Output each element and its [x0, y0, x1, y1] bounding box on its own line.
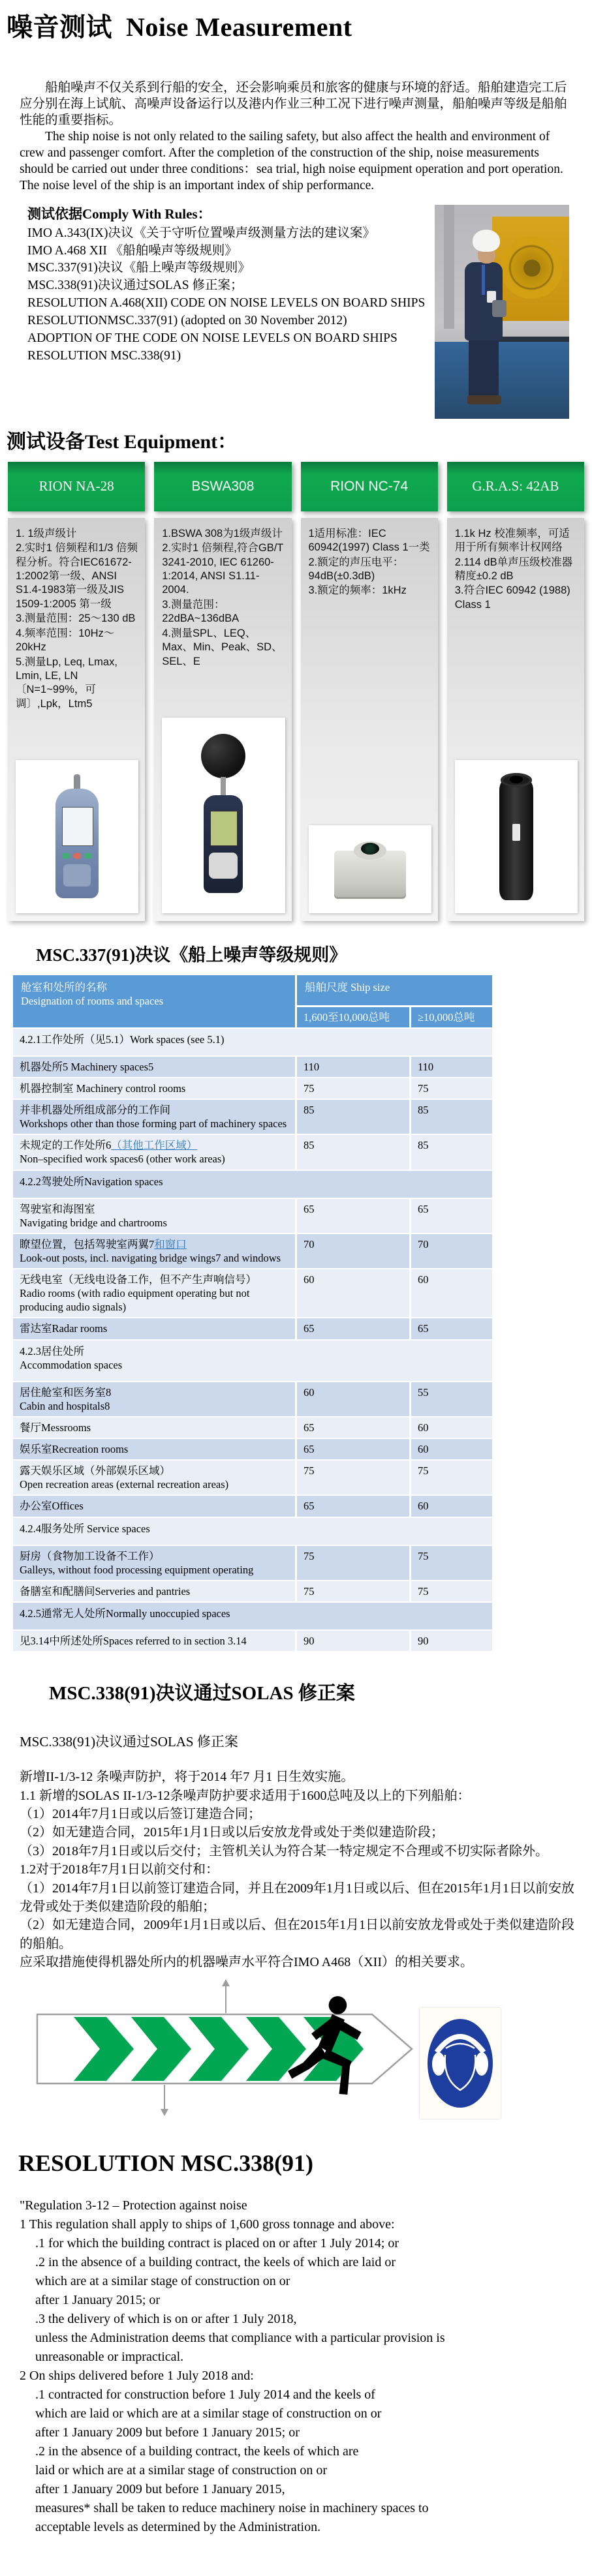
- limit-1600-10000: 90: [297, 1631, 409, 1651]
- spec-line: 4.测量SPL、LEQ、Max、Min、Peak、SD、SEL、E: [162, 627, 283, 667]
- limit-ge-10000: 60: [411, 1269, 492, 1317]
- photo-hub: [523, 260, 540, 277]
- msc338-heading: MSC.338(91)决议通过SOLAS 修正案: [49, 1683, 355, 1705]
- spec-line: 3.符合IEC 60942 (1988) Class 1: [454, 584, 570, 611]
- spec-line: 1.BSWA 308为1级声级计: [162, 527, 283, 539]
- rule-item: MSC.337(91)决议《船上噪声等级规则》: [27, 261, 251, 275]
- pistonphone-image: [455, 760, 578, 913]
- msc338-paragraph-line: 新增II-1/3-12 条噪声防护，将于2014 年7 月1 日生效实施。: [20, 1770, 354, 1785]
- photo-pipe: [444, 205, 454, 329]
- spec-line: 2.114 dB单声压级校准器精度±0.2 dB: [454, 556, 573, 582]
- resolution-line: 2 On ships delivered before 1 July 2018 and:: [20, 2369, 254, 2384]
- spec-line: 3.测量范围：22dBA~136dBA: [162, 598, 240, 625]
- limit-1600-10000: 110: [297, 1057, 409, 1077]
- msc338-paragraph-line: 应采取措施使得机器处所内的机器噪声水平符合IMO A468（XII）的相关要求。: [20, 1955, 473, 1970]
- resolution-line: measures* shall be taken to reduce machinery noise in machinery spaces to: [35, 2501, 429, 2516]
- sound-level-meter-image: [162, 718, 285, 913]
- msc338-paragraph-line: 1.1 新增的SOLAS II-1/3-12条噪声防护要求适用于1600总吨及以上的下列船舶：: [20, 1788, 471, 1803]
- limit-ge-10000: 110: [411, 1057, 492, 1077]
- table-row: [13, 1100, 492, 1134]
- card-specs: [162, 527, 285, 669]
- table-link[interactable]: （其他工作区域）: [111, 1139, 198, 1152]
- equipment-card-rion-nc74: [301, 462, 438, 921]
- limit-1600-10000: 65: [297, 1439, 409, 1459]
- room-cell: 机器控制室 Machinery control rooms: [13, 1078, 295, 1099]
- card-title: G.R.A.S: 42AB: [447, 462, 584, 511]
- limit-ge-10000: 65: [411, 1318, 492, 1339]
- card-body: [447, 518, 584, 921]
- table-row: [13, 1234, 492, 1268]
- rule-item: MSC.338(91)决议通过SOLAS 修正案；: [27, 279, 243, 293]
- ear-protection-icon: [424, 2012, 497, 2115]
- limit-1600-10000: 65: [297, 1318, 409, 1339]
- rule-item: RESOLUTION A.468(XII) CODE ON NOISE LEVELS ON BOARD SHIPS: [27, 296, 426, 311]
- section-label: 4.2.3居住处所 Accommodation spaces: [13, 1341, 492, 1381]
- table-row: [13, 1417, 492, 1438]
- limit-1600-10000: 75: [297, 1078, 409, 1099]
- header-shipsize-group: [297, 975, 492, 1027]
- limit-ge-10000: 75: [411, 1461, 492, 1494]
- limit-1600-10000: 60: [297, 1382, 409, 1416]
- resolution-heading: RESOLUTION MSC.338(91): [18, 2150, 314, 2177]
- card-specs: [455, 527, 578, 613]
- room-cell: 驾驶室和海图室 Navigating bridge and chartrooms: [13, 1199, 295, 1233]
- room-cell: 无线电室（无线电设备工作，但不产生声响信号） Radio rooms (with radio equipment operating but not producing audio signals): [13, 1269, 295, 1317]
- photo-person-helmet: [473, 230, 500, 252]
- room-cell: 厨房（食物加工设备不工作） Galleys, without food processing equipment operating: [13, 1546, 295, 1580]
- rules-heading: 测试依据Comply With Rules：: [27, 205, 211, 222]
- table-row: [13, 1269, 492, 1317]
- limit-1600-10000: 85: [297, 1135, 409, 1169]
- room-cell: 居住舱室和医务室8 Cabin and hospitals8: [13, 1382, 295, 1416]
- table-section-row: [13, 1518, 492, 1545]
- limit-ge-10000: 90: [411, 1631, 492, 1651]
- limit-1600-10000: 65: [297, 1496, 409, 1516]
- page-title-en: Noise Measurement: [126, 12, 352, 42]
- limit-1600-10000: 65: [297, 1417, 409, 1438]
- limit-ge-10000: 75: [411, 1546, 492, 1580]
- intro-section: [20, 80, 572, 194]
- limit-ge-10000: 60: [411, 1439, 492, 1459]
- equipment-heading: 测试设备Test Equipment：: [7, 431, 238, 453]
- msc338-paragraph-line: 1.2对于2018年7月1日以前交付和：: [20, 1862, 219, 1877]
- msc338-paragraph-line: （2）如无建造合同，2009年1月1日或以后、但在2015年1月1日以前安放龙骨或处于类似建造阶段的船舶。: [20, 1918, 574, 1951]
- resolution-line: which are laid or which are at a similar stage of construction on or: [35, 2406, 382, 2421]
- spec-line: 2.实时1 倍频程和1/3 倍频程分析。符合IEC61672-1:2002第一级、ANSI S1.4-1983第一级及JIS 1509-1:2005 第一级: [16, 542, 138, 610]
- spec-line: 3.额定的频率：1kHz: [308, 584, 407, 597]
- page-title: [7, 7, 592, 44]
- rule-item: ADOPTION OF THE CODE ON NOISE LEVELS ON BOARD SHIPS: [27, 331, 397, 346]
- equipment-card-gras-42ab: [447, 462, 584, 921]
- spec-line: 1适用标准：IEC 60942(1997) Class 1一类: [308, 527, 430, 554]
- card-specs: [16, 527, 138, 712]
- limit-1600-10000: 85: [297, 1100, 409, 1134]
- resolution-line: .3 the delivery of which is on or after 1 July 2018,: [35, 2312, 297, 2327]
- table-row: [13, 1631, 492, 1651]
- table-row: [13, 1439, 492, 1459]
- photo-floor: [435, 342, 569, 419]
- spec-line: 5.测量Lp, Leq, Lmax, Lmin, LE, LN〔N=1~99%，可调〕,Lpk，Ltm5: [16, 656, 117, 710]
- room-cell: 备膳室和配膳间Serveries and pantries: [13, 1581, 295, 1601]
- resolution-line: acceptable levels as determined by the Administration.: [35, 2520, 321, 2535]
- resolution-line: unreasonable or impractical.: [35, 2350, 184, 2365]
- limit-1600-10000: 75: [297, 1546, 409, 1580]
- section-label: 4.2.4服务处所 Service spaces: [13, 1518, 492, 1545]
- limit-1600-10000: 65: [297, 1199, 409, 1233]
- section-label: 4.2.2驾驶处所Navigation spaces: [13, 1171, 492, 1198]
- room-cell: 娱乐室Recreation rooms: [13, 1439, 295, 1459]
- photo-person-boots: [467, 395, 501, 404]
- room-cell: 办公室Offices: [13, 1496, 295, 1516]
- intro-paragraph-zh: 船舶噪声不仅关系到行船的安全，还会影响乘员和旅客的健康与环境的舒适。船舶建造完工后应分别在海上试航、高噪声设备运行以及港内作业三种工况下进行噪声测量，船舶噪声等级是船舶性能的重要指标。: [20, 81, 567, 127]
- msc338-paragraph-line: （2）如无建造合同，2015年1月1日或以后安放龙骨或处于类似建造阶段；: [20, 1825, 444, 1840]
- table-row: [13, 1318, 492, 1339]
- limit-ge-10000: 60: [411, 1496, 492, 1516]
- header-designation-en: Designation of rooms and spaces: [21, 994, 164, 1007]
- rule-item: RESOLUTION MSC.338(91): [27, 348, 181, 363]
- table-header: [13, 975, 492, 1027]
- rule-item: RESOLUTIONMSC.337(91) (adopted on 30 November 2012): [27, 314, 347, 328]
- limit-ge-10000: 75: [411, 1078, 492, 1099]
- limit-1600-10000: 70: [297, 1234, 409, 1268]
- room-cell: 机器处所5 Machinery spaces5: [13, 1057, 295, 1077]
- noise-sign-graphic: [36, 1980, 592, 2127]
- spec-line: 3.测量范围：25～130 dB: [16, 613, 136, 625]
- sound-level-meter-image: [16, 760, 138, 913]
- resolution-line: after 1 January 2009 but before 1 January 2015,: [35, 2482, 285, 2497]
- photo-handheld-meter: [492, 300, 506, 317]
- resolution-line: after 1 January 2015; or: [35, 2293, 161, 2308]
- resolution-line: .1 contracted for construction before 1 July 2014 and the keels of: [35, 2387, 375, 2402]
- card-body: [8, 518, 145, 921]
- msc338-paragraph-line: （1）2014年7月1日以前签订建造合同，并且在2009年1月1日或以后、但在2015年1月1日以前安放龙骨或处于类似建造阶段的船舶；: [20, 1881, 574, 1914]
- equipment-cards: [0, 462, 592, 921]
- connector-arrow-down: [164, 2085, 165, 2114]
- table-section-row: [13, 1341, 492, 1381]
- running-man-icon: [276, 1995, 367, 2106]
- resolution-line: laid or which are at a similar stage of construction on or: [35, 2463, 328, 2478]
- header-designation: [13, 975, 295, 1027]
- resolution-line: .1 for which the building contract is placed on or after 1 July 2014; or: [35, 2236, 399, 2251]
- section-label: 4.2.1工作处所（见5.1）Work spaces (see 5.1): [13, 1029, 492, 1055]
- table-row: [13, 1382, 492, 1416]
- limit-1600-10000: 60: [297, 1269, 409, 1317]
- ear-protection-sign: [420, 2008, 501, 2119]
- limit-ge-10000: 70: [411, 1234, 492, 1268]
- table-row: [13, 1135, 492, 1169]
- table-row: [13, 1199, 492, 1233]
- noise-limits-table: [13, 975, 492, 1652]
- room-cell: 餐厅Messrooms: [13, 1417, 295, 1438]
- msc338-paragraph-line: （3）2018年7月1日或以后交付；主管机关认为符合某一特定规定不合理或不切实际者除外。: [20, 1843, 548, 1858]
- spec-line: 2.实时1 倍频程,符合GB/T 3241-2010, IEC 61260-1:2014, ANSI S1.11-2004.: [162, 542, 284, 596]
- photo-person-legs: [469, 339, 499, 399]
- room-cell: 见3.14中所述处所Spaces referred to in section 3.14: [13, 1631, 295, 1651]
- rule-item: IMO A.343(IX)决议《关于守听位置噪声级测量方法的建议案》: [27, 226, 375, 240]
- card-title: RION NA-28: [8, 462, 145, 511]
- equipment-card-rion-na28: [8, 462, 145, 921]
- resolution-line: unless the Administration deems that compliance with a particular provision is: [35, 2331, 445, 2346]
- calibrator-image: [309, 825, 431, 913]
- msc338-paragraph-line: （1）2014年7月1日或以后签订建造合同；: [20, 1806, 261, 1821]
- rules-list: [27, 205, 427, 365]
- comply-rules-section: [27, 205, 579, 419]
- resolution-line: .2 in the absence of a building contract, the keels of which are laid or: [35, 2255, 396, 2270]
- msc338-paragraphs: [20, 1768, 575, 1971]
- header-col-1600-10000: 1,600至10,000总吨: [297, 1007, 409, 1027]
- header-designation-zh: 舱室和处所的名称: [21, 980, 107, 993]
- msc338-subheading: MSC.338(91)决议通过SOLAS 修正案: [20, 1734, 238, 1750]
- limit-1600-10000: 75: [297, 1461, 409, 1494]
- equipment-card-bswa308: [154, 462, 291, 921]
- table-section-row: [13, 1603, 492, 1629]
- limit-ge-10000: 75: [411, 1581, 492, 1601]
- header-col-ge-10000: ≥10,000总吨: [411, 1007, 492, 1027]
- limit-ge-10000: 65: [411, 1199, 492, 1233]
- page-title-zh: 噪音测试: [7, 12, 112, 42]
- resolution-line: "Regulation 3-12 – Protection against noise: [20, 2198, 247, 2213]
- room-cell: 未规定的工作处所6（其他工作区域） Non–specified work spaces6 (other work areas): [13, 1135, 295, 1169]
- limit-ge-10000: 60: [411, 1417, 492, 1438]
- table-row: [13, 1496, 492, 1516]
- resolution-text: [20, 2196, 572, 2537]
- table-section-row: [13, 1171, 492, 1198]
- card-specs: [309, 527, 431, 599]
- connector-arrow-up: [225, 1982, 226, 2013]
- intro-paragraph-en: The ship noise is not only related to the sailing safety, but also affect the health and environment of crew and passenger comfort. After the completion of the construction of the ship, noise measurements should be carried out under three conditions：sea trial, high noise equipment operation and port operation. The noise level of the ship is an important index of ship performance.: [20, 129, 563, 192]
- limit-1600-10000: 75: [297, 1581, 409, 1601]
- limit-ge-10000: 85: [411, 1135, 492, 1169]
- room-cell: 瞭望位置，包括驾驶室两翼7和窗口 Look-out posts, incl. navigating bridge wings7 and windows: [13, 1234, 295, 1268]
- msc337-table-body: [13, 1029, 492, 1651]
- resolution-line: .2 in the absence of a building contract, the keels of which are: [35, 2444, 359, 2459]
- table-row: [13, 1581, 492, 1601]
- room-cell: 并非机器处所组成部分的工作间 Workshops other than those forming part of machinery spaces: [13, 1100, 295, 1134]
- card-body: [154, 518, 291, 921]
- table-row: [13, 1461, 492, 1494]
- section-label: 4.2.5通常无人处所Normally unoccupied spaces: [13, 1603, 492, 1629]
- table-section-row: [13, 1029, 492, 1055]
- resolution-line: 1 This regulation shall apply to ships of 1,600 gross tonnage and above:: [20, 2217, 395, 2232]
- limit-ge-10000: 85: [411, 1100, 492, 1134]
- engine-room-photo: [435, 205, 569, 419]
- spec-line: 2.额定的声压电平：94dB(±0.3dB): [308, 556, 404, 582]
- table-row: [13, 1078, 492, 1099]
- spec-line: 1. 1级声级计: [16, 527, 77, 539]
- header-shipsize: 船舶尺度 Ship size: [297, 975, 492, 1005]
- table-link[interactable]: 和窗口: [154, 1237, 187, 1250]
- card-body: [301, 518, 438, 921]
- photo-person-lanyard: [482, 265, 485, 295]
- spec-line: 4.频率范围：10Hz～20kHz: [16, 627, 115, 654]
- table-row: [13, 1546, 492, 1580]
- room-cell: 雷达室Radar rooms: [13, 1318, 295, 1339]
- limit-ge-10000: 55: [411, 1382, 492, 1416]
- spec-line: 1.1k Hz 校准频率，可适用于所有频率计权网络: [454, 527, 570, 554]
- rule-item: IMO A.468 XII 《船舶噪声等级规则》: [27, 243, 238, 258]
- card-title: BSWA308: [154, 462, 291, 511]
- resolution-line: after 1 January 2009 but before 1 January 2015; or: [35, 2425, 300, 2440]
- room-cell: 露天娱乐区域（外部娱乐区域） Open recreation areas (external recreation areas): [13, 1461, 295, 1494]
- card-title: RION NC-74: [301, 462, 438, 511]
- table-row: [13, 1057, 492, 1077]
- msc337-heading: MSC.337(91)决议《船上噪声等级规则》: [36, 945, 347, 965]
- resolution-line: which are at a similar stage of construction on or: [35, 2274, 290, 2289]
